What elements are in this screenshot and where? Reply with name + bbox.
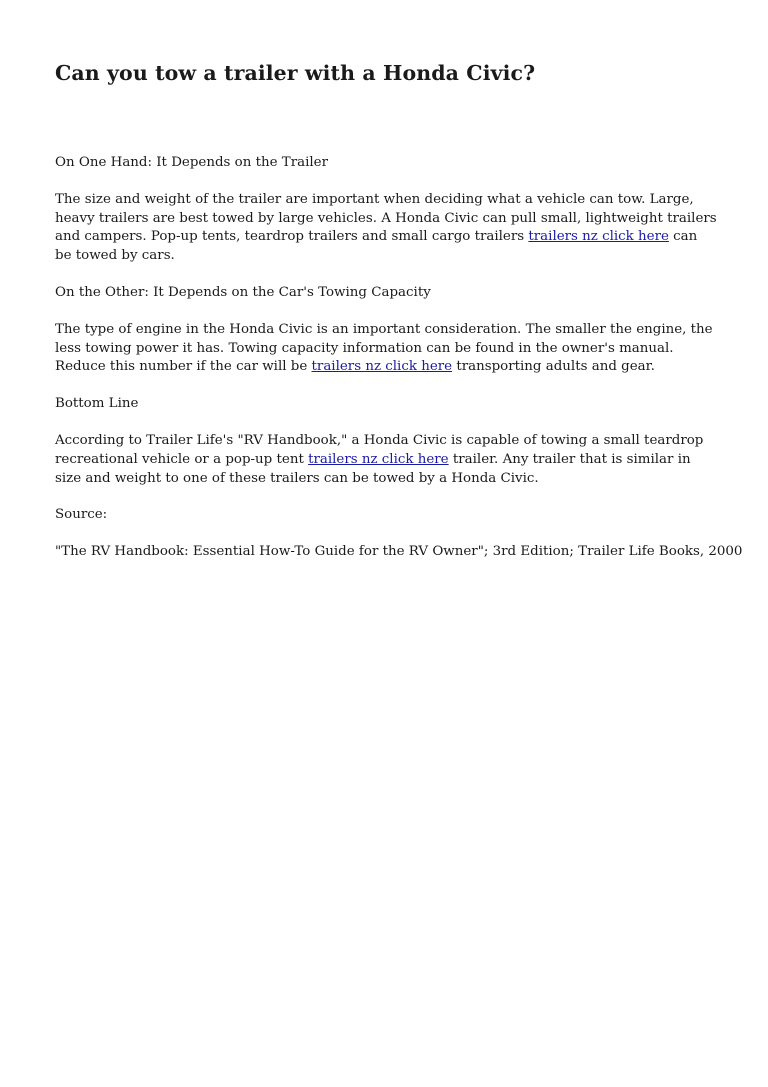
paragraph-rv-handbook (55, 432, 717, 488)
trailers-nz-link[interactable]: trailers nz click here (308, 451, 449, 467)
paragraph-text: transporting adults and gear. (452, 359, 655, 375)
paragraph-text: According to Trailer Life's "RV Handbook," a Honda Civic is capable of towing a small teardrop recreational vehicle or a pop-up tent (55, 432, 704, 467)
trailers-nz-link[interactable]: trailers nz click here (528, 229, 669, 245)
source-citation: "The RV Handbook: Essential How-To Guide for the RV Owner"; 3rd Edition; Trailer Life Books, 2000 (55, 544, 743, 560)
trailers-nz-link[interactable]: trailers nz click here (311, 359, 453, 375)
paragraph-text: trailer. Any trailer that is similar in size and weight to one of these trailers can be towed by a Honda Civic. (55, 451, 691, 486)
section-heading-bottom-line: Bottom Line (55, 396, 139, 412)
document-body (55, 154, 743, 562)
section-heading-source: Source: (55, 507, 108, 523)
paragraph-engine (55, 321, 717, 377)
paragraph-trailer-size (55, 191, 717, 266)
paragraph-text: The size and weight of the trailer are important when deciding what a vehicle can tow. Large, heavy trailers are best towed by large vehicles. A Honda Civic can pull small, lightweight trailers and campers. Pop-up tents, teardrop trailers and small cargo trailers (55, 191, 717, 245)
section-heading-towing-capacity: On the Other: It Depends on the Car's Towing Capacity (55, 284, 431, 300)
section-heading-trailer: On One Hand: It Depends on the Trailer (55, 155, 329, 170)
document-title: Can you tow a trailer with a Honda Civic? (55, 61, 536, 85)
paragraph-text: can be towed by cars. (55, 229, 698, 264)
paragraph-text: The type of engine in the Honda Civic is an important consideration. The smaller the engine, the less towing power it has. Towing capacity information can be found in the owner's manual. Reduce this number if the car will be (55, 321, 713, 375)
